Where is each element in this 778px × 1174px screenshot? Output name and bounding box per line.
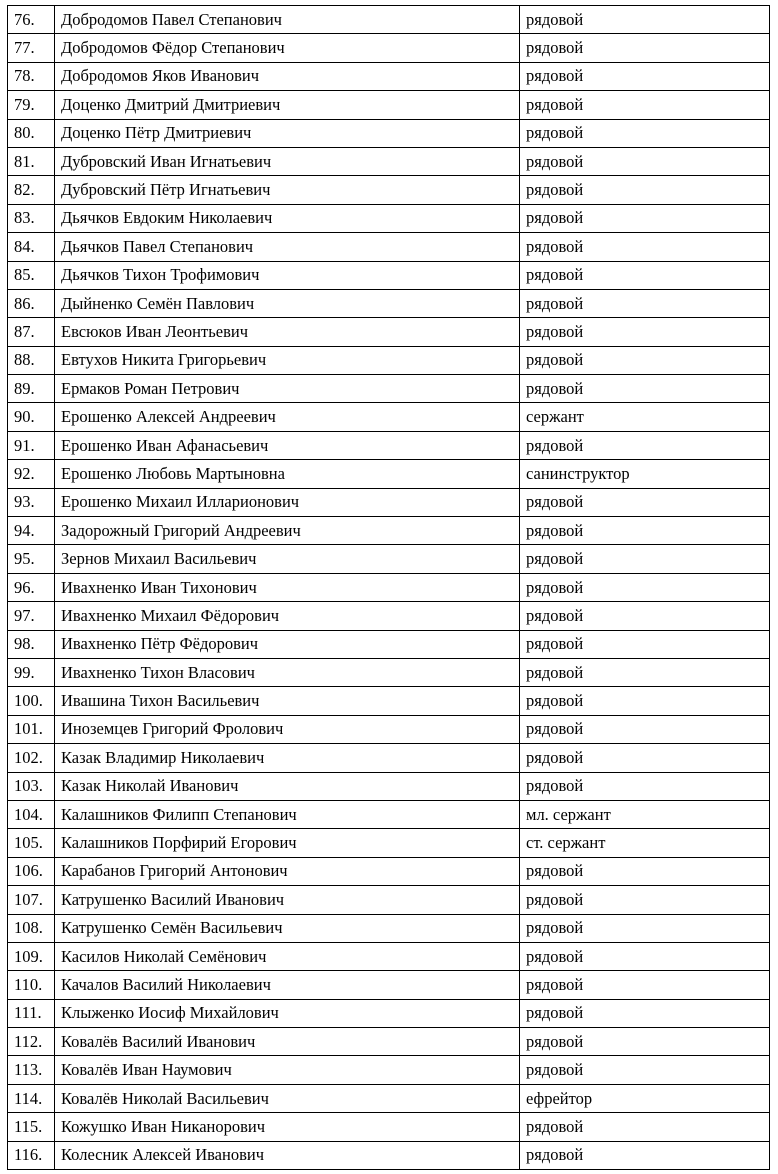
person-name: Евтухов Никита Григорьевич (55, 346, 520, 374)
person-name: Доценко Дмитрий Дмитриевич (55, 91, 520, 119)
person-name: Ермаков Роман Петрович (55, 375, 520, 403)
military-rank: ефрейтор (520, 1084, 770, 1112)
row-number: 95. (8, 545, 55, 573)
military-rank: рядовой (520, 62, 770, 90)
military-rank: рядовой (520, 971, 770, 999)
table-row (8, 942, 770, 970)
table-row (8, 886, 770, 914)
row-number: 115. (8, 1113, 55, 1141)
person-name: Зернов Михаил Васильевич (55, 545, 520, 573)
person-name: Ивахненко Пётр Фёдорович (55, 630, 520, 658)
table-row (8, 147, 770, 175)
table-row (8, 34, 770, 62)
table-row (8, 971, 770, 999)
military-rank: рядовой (520, 602, 770, 630)
roster-body (8, 6, 770, 1170)
row-number: 78. (8, 62, 55, 90)
table-row (8, 857, 770, 885)
table-row (8, 772, 770, 800)
person-name: Ивашина Тихон Васильевич (55, 687, 520, 715)
military-rank: рядовой (520, 289, 770, 317)
person-name: Казак Владимир Николаевич (55, 744, 520, 772)
row-number: 103. (8, 772, 55, 800)
military-rank: рядовой (520, 658, 770, 686)
military-rank: рядовой (520, 233, 770, 261)
row-number: 101. (8, 715, 55, 743)
row-number: 97. (8, 602, 55, 630)
military-rank: ст. сержант (520, 829, 770, 857)
table-row (8, 289, 770, 317)
military-rank: санинструктор (520, 460, 770, 488)
military-rank: рядовой (520, 1028, 770, 1056)
table-row (8, 1113, 770, 1141)
military-rank: рядовой (520, 375, 770, 403)
military-rank: рядовой (520, 942, 770, 970)
roster-table (7, 5, 770, 1170)
person-name: Качалов Василий Николаевич (55, 971, 520, 999)
military-rank: рядовой (520, 346, 770, 374)
row-number: 93. (8, 488, 55, 516)
person-name: Добродомов Павел Степанович (55, 6, 520, 34)
person-name: Задорожный Григорий Андреевич (55, 517, 520, 545)
person-name: Ерошенко Любовь Мартыновна (55, 460, 520, 488)
table-row (8, 1084, 770, 1112)
military-rank: рядовой (520, 715, 770, 743)
person-name: Дубровский Пётр Игнатьевич (55, 176, 520, 204)
table-row (8, 914, 770, 942)
row-number: 77. (8, 34, 55, 62)
table-row (8, 318, 770, 346)
row-number: 116. (8, 1141, 55, 1169)
row-number: 100. (8, 687, 55, 715)
military-rank: рядовой (520, 545, 770, 573)
person-name: Кожушко Иван Никанорович (55, 1113, 520, 1141)
military-rank: рядовой (520, 857, 770, 885)
row-number: 82. (8, 176, 55, 204)
person-name: Дубровский Иван Игнатьевич (55, 147, 520, 175)
row-number: 98. (8, 630, 55, 658)
table-row (8, 687, 770, 715)
row-number: 88. (8, 346, 55, 374)
table-row (8, 176, 770, 204)
person-name: Дьячков Тихон Трофимович (55, 261, 520, 289)
military-rank: рядовой (520, 772, 770, 800)
table-row (8, 573, 770, 601)
row-number: 85. (8, 261, 55, 289)
military-rank: рядовой (520, 630, 770, 658)
table-row (8, 1028, 770, 1056)
military-rank: рядовой (520, 914, 770, 942)
person-name: Колесник Алексей Иванович (55, 1141, 520, 1169)
military-rank: рядовой (520, 204, 770, 232)
row-number: 92. (8, 460, 55, 488)
table-row (8, 800, 770, 828)
row-number: 109. (8, 942, 55, 970)
row-number: 105. (8, 829, 55, 857)
table-row (8, 403, 770, 431)
military-rank: рядовой (520, 1056, 770, 1084)
row-number: 80. (8, 119, 55, 147)
military-rank: рядовой (520, 573, 770, 601)
row-number: 106. (8, 857, 55, 885)
row-number: 99. (8, 658, 55, 686)
military-rank: рядовой (520, 147, 770, 175)
row-number: 89. (8, 375, 55, 403)
person-name: Евсюков Иван Леонтьевич (55, 318, 520, 346)
table-row (8, 119, 770, 147)
person-name: Катрушенко Василий Иванович (55, 886, 520, 914)
person-name: Иноземцев Григорий Фролович (55, 715, 520, 743)
person-name: Касилов Николай Семёнович (55, 942, 520, 970)
row-number: 83. (8, 204, 55, 232)
table-row (8, 715, 770, 743)
table-row (8, 744, 770, 772)
row-number: 104. (8, 800, 55, 828)
military-rank: рядовой (520, 176, 770, 204)
person-name: Ерошенко Иван Афанасьевич (55, 431, 520, 459)
person-name: Ивахненко Михаил Фёдорович (55, 602, 520, 630)
military-rank: рядовой (520, 999, 770, 1027)
table-row (8, 517, 770, 545)
row-number: 107. (8, 886, 55, 914)
row-number: 108. (8, 914, 55, 942)
military-rank: рядовой (520, 318, 770, 346)
person-name: Добродомов Яков Иванович (55, 62, 520, 90)
row-number: 90. (8, 403, 55, 431)
row-number: 86. (8, 289, 55, 317)
row-number: 102. (8, 744, 55, 772)
row-number: 79. (8, 91, 55, 119)
row-number: 81. (8, 147, 55, 175)
military-rank: рядовой (520, 1141, 770, 1169)
military-rank: мл. сержант (520, 800, 770, 828)
person-name: Ковалёв Николай Васильевич (55, 1084, 520, 1112)
table-row (8, 545, 770, 573)
row-number: 110. (8, 971, 55, 999)
military-rank: рядовой (520, 744, 770, 772)
military-rank: рядовой (520, 517, 770, 545)
row-number: 114. (8, 1084, 55, 1112)
person-name: Катрушенко Семён Васильевич (55, 914, 520, 942)
person-name: Ерошенко Алексей Андреевич (55, 403, 520, 431)
person-name: Ковалёв Иван Наумович (55, 1056, 520, 1084)
table-row (8, 233, 770, 261)
table-row (8, 999, 770, 1027)
table-row (8, 1056, 770, 1084)
row-number: 84. (8, 233, 55, 261)
person-name: Казак Николай Иванович (55, 772, 520, 800)
person-name: Доценко Пётр Дмитриевич (55, 119, 520, 147)
military-rank: рядовой (520, 687, 770, 715)
table-row (8, 62, 770, 90)
table-row (8, 91, 770, 119)
table-row (8, 630, 770, 658)
table-row (8, 431, 770, 459)
table-row (8, 204, 770, 232)
table-row (8, 6, 770, 34)
person-name: Дьячков Евдоким Николаевич (55, 204, 520, 232)
person-name: Дьячков Павел Степанович (55, 233, 520, 261)
military-rank: рядовой (520, 488, 770, 516)
person-name: Калашников Филипп Степанович (55, 800, 520, 828)
row-number: 91. (8, 431, 55, 459)
row-number: 111. (8, 999, 55, 1027)
military-rank: рядовой (520, 1113, 770, 1141)
person-name: Карабанов Григорий Антонович (55, 857, 520, 885)
table-row (8, 1141, 770, 1169)
table-row (8, 488, 770, 516)
table-row (8, 658, 770, 686)
person-name: Ивахненко Тихон Власович (55, 658, 520, 686)
person-name: Ковалёв Василий Иванович (55, 1028, 520, 1056)
table-row (8, 460, 770, 488)
military-rank: рядовой (520, 119, 770, 147)
row-number: 76. (8, 6, 55, 34)
table-row (8, 346, 770, 374)
row-number: 113. (8, 1056, 55, 1084)
military-rank: сержант (520, 403, 770, 431)
person-name: Добродомов Фёдор Степанович (55, 34, 520, 62)
military-rank: рядовой (520, 886, 770, 914)
row-number: 112. (8, 1028, 55, 1056)
table-row (8, 829, 770, 857)
person-name: Ивахненко Иван Тихонович (55, 573, 520, 601)
military-rank: рядовой (520, 431, 770, 459)
person-name: Калашников Порфирий Егорович (55, 829, 520, 857)
military-rank: рядовой (520, 91, 770, 119)
row-number: 96. (8, 573, 55, 601)
table-row (8, 261, 770, 289)
person-name: Клыженко Иосиф Михайлович (55, 999, 520, 1027)
row-number: 94. (8, 517, 55, 545)
military-rank: рядовой (520, 261, 770, 289)
person-name: Ерошенко Михаил Илларионович (55, 488, 520, 516)
table-row (8, 375, 770, 403)
military-rank: рядовой (520, 6, 770, 34)
table-row (8, 602, 770, 630)
person-name: Дыйненко Семён Павлович (55, 289, 520, 317)
row-number: 87. (8, 318, 55, 346)
military-rank: рядовой (520, 34, 770, 62)
